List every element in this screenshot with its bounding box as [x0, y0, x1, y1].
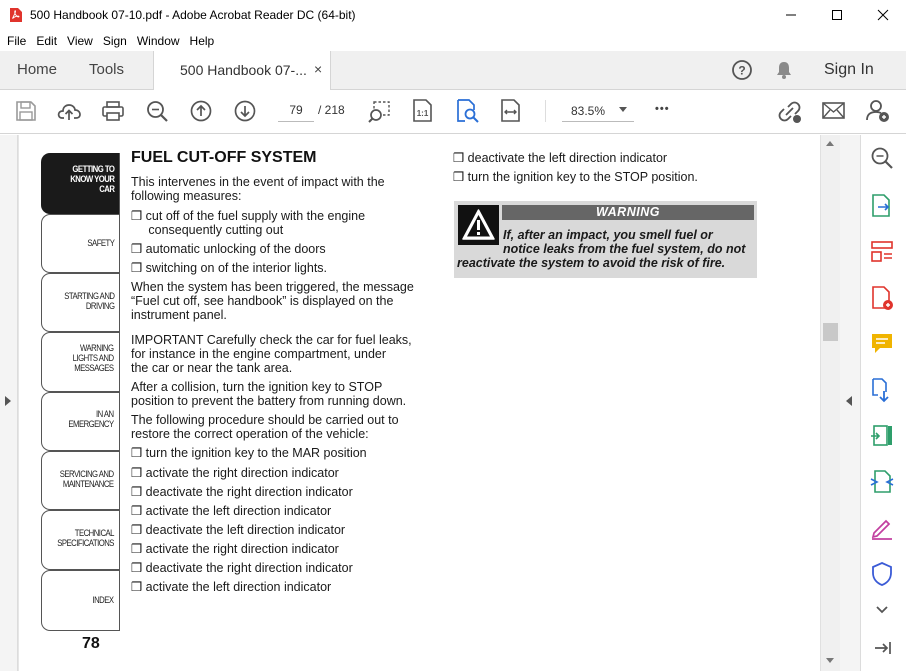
body-line: following measures:	[131, 189, 242, 203]
body-line: for instance in the engine compartment, under	[131, 347, 387, 361]
marquee-zoom-icon[interactable]	[367, 99, 393, 125]
list-item: ❒ activate the left direction indicator	[131, 504, 332, 518]
side-tab-index: INDEX	[41, 570, 120, 631]
next-page-icon[interactable]	[233, 99, 259, 125]
maximize-button[interactable]	[814, 0, 860, 30]
list-item: ❒ activate the right direction indicator	[131, 466, 339, 480]
tab-tools[interactable]: Tools	[89, 61, 125, 78]
menu-edit[interactable]: Edit	[36, 33, 58, 48]
collapse-pane-arrow-icon[interactable]	[869, 635, 895, 661]
side-tab-safety: SAFETY	[41, 214, 120, 273]
save-icon[interactable]	[14, 99, 40, 125]
warning-triangle-icon	[460, 207, 497, 243]
list-item: ❒ turn the ignition key to the MAR position	[131, 446, 367, 460]
sign-in-button[interactable]: Sign In	[824, 61, 874, 78]
zoom-out-search-icon[interactable]	[145, 99, 171, 125]
user-account-icon[interactable]	[865, 98, 891, 124]
menu-sign[interactable]: Sign	[102, 33, 127, 48]
warning-text-line: notice leaks from the fuel system, do not	[503, 242, 746, 256]
toolbar-separator	[545, 100, 546, 122]
fit-width-icon[interactable]	[499, 98, 525, 124]
document-tab-label: 500 Handbook 07-...	[180, 62, 307, 78]
more-tools-button[interactable]: •••	[655, 103, 670, 115]
tab-document[interactable]	[153, 51, 331, 90]
tab-home[interactable]: Home	[17, 61, 58, 78]
title-bar	[0, 0, 906, 30]
list-item: ❒ cut off of the fuel supply with the engine	[131, 209, 366, 223]
section-title: FUEL CUT-OFF SYSTEM	[131, 149, 317, 166]
list-item: ❒ deactivate the right direction indicator	[131, 485, 353, 499]
page-number-input[interactable]	[278, 98, 314, 122]
body-line: When the system has been triggered, the message	[131, 280, 414, 294]
body-line: After a collision, turn the ignition key to STOP	[131, 380, 383, 394]
list-item: ❒ turn the ignition key to the STOP position.	[453, 170, 698, 184]
vertical-scrollbar[interactable]	[820, 135, 840, 671]
list-item: ❒ deactivate the right direction indicator	[131, 561, 353, 575]
list-item: ❒ deactivate the left direction indicator	[131, 523, 346, 537]
svg-text:1:1: 1:1	[416, 109, 429, 118]
body-line: restore the correct operation of the vehicle:	[131, 427, 369, 441]
convert-pdf-icon[interactable]	[869, 469, 895, 495]
svg-text:?: ?	[738, 63, 746, 78]
upload-cloud-icon[interactable]	[57, 99, 83, 125]
warning-text-line: If, after an impact, you smell fuel or	[503, 228, 713, 242]
list-item: ❒ switching on of the interior lights.	[131, 261, 328, 275]
acrobat-pdf-icon	[9, 8, 22, 22]
combine-files-icon[interactable]	[869, 377, 895, 403]
window-title: 500 Handbook 07-10.pdf - Adobe Acrobat Reader DC (64-bit)	[30, 8, 356, 22]
more-tools-chevron-down-icon[interactable]	[869, 597, 895, 623]
help-icon[interactable]	[731, 59, 753, 81]
expand-left-panel-icon[interactable]	[5, 396, 11, 406]
side-tab-emergency: IN AN EMERGENCY	[41, 392, 120, 451]
body-line: “Fuel cut off, see handbook” is displayed on the	[131, 294, 394, 308]
warning-heading: WARNING	[502, 205, 754, 220]
side-tab-warning-lights: WARNING LIGHTS AND MESSAGES	[41, 332, 120, 392]
page-total-label: / 218	[318, 103, 345, 117]
zoom-value: 83.5%	[571, 104, 606, 118]
list-item: ❒ activate the right direction indicator	[131, 542, 339, 556]
scrollbar-thumb[interactable]	[823, 323, 838, 341]
body-line: instrument panel.	[131, 308, 227, 322]
menu-window[interactable]: Window	[136, 33, 180, 48]
body-line: This intervenes in the event of impact with the	[131, 175, 385, 189]
find-text-icon[interactable]	[455, 98, 481, 124]
menu-file[interactable]: File	[7, 33, 27, 48]
scroll-up-arrow-icon[interactable]	[826, 141, 834, 146]
tab-bar	[0, 51, 906, 90]
export-pdf-icon[interactable]	[869, 193, 895, 219]
previous-page-icon[interactable]	[189, 99, 215, 125]
share-link-icon[interactable]	[777, 99, 803, 125]
side-tab-technical: TECHNICAL SPECIFICATIONS	[41, 510, 120, 570]
fill-sign-icon[interactable]	[869, 515, 895, 541]
zoom-select[interactable]	[562, 98, 634, 122]
organize-pages-icon[interactable]	[869, 239, 895, 265]
side-tab-getting-to-know: GETTING TO KNOW YOUR CAR	[41, 153, 120, 214]
close-button[interactable]	[860, 0, 906, 30]
list-item-cont: consequently cutting out	[131, 223, 284, 237]
warning-text-line: reactivate the system to avoid the risk of fire.	[457, 256, 726, 270]
notifications-bell-icon[interactable]	[773, 59, 795, 81]
side-tab-starting-driving: STARTING AND DRIVING	[41, 273, 120, 332]
body-line: position to prevent the battery from running down.	[131, 394, 407, 408]
menu-bar	[0, 30, 906, 51]
create-pdf-icon[interactable]	[869, 285, 895, 311]
menu-view[interactable]: View	[67, 33, 93, 48]
chevron-down-icon	[619, 107, 627, 112]
maximize-icon	[831, 9, 843, 21]
menu-help[interactable]: Help	[189, 33, 215, 48]
body-line: the car or near the tank area.	[131, 361, 293, 375]
list-item: ❒ automatic unlocking of the doors	[131, 242, 326, 256]
body-line: IMPORTANT Carefully check the car for fuel leaks,	[131, 333, 412, 347]
print-icon[interactable]	[101, 99, 127, 125]
minimize-button[interactable]	[768, 0, 814, 30]
close-tab-button[interactable]: ×	[314, 61, 323, 77]
collapse-right-panel-icon[interactable]	[846, 396, 852, 406]
list-item: ❒ deactivate the left direction indicator	[453, 151, 668, 165]
zoom-search-tool-icon[interactable]	[869, 145, 895, 171]
comment-icon[interactable]	[869, 331, 895, 357]
close-icon	[877, 9, 889, 21]
list-item: ❒ activate the left direction indicator	[131, 580, 332, 594]
body-line: The following procedure should be carried out to	[131, 413, 399, 427]
email-icon[interactable]	[821, 100, 847, 126]
minimize-icon	[785, 9, 797, 21]
page-number-label: 78	[82, 635, 100, 652]
protect-shield-icon[interactable]	[869, 561, 895, 587]
side-tab-servicing: SERVICING AND MAINTENANCE	[41, 451, 120, 510]
actual-size-icon[interactable]	[411, 98, 437, 124]
scroll-down-arrow-icon[interactable]	[826, 658, 834, 663]
compress-pdf-icon[interactable]	[869, 423, 895, 449]
toolbar	[0, 90, 906, 134]
tab-strip-divider	[119, 153, 120, 631]
